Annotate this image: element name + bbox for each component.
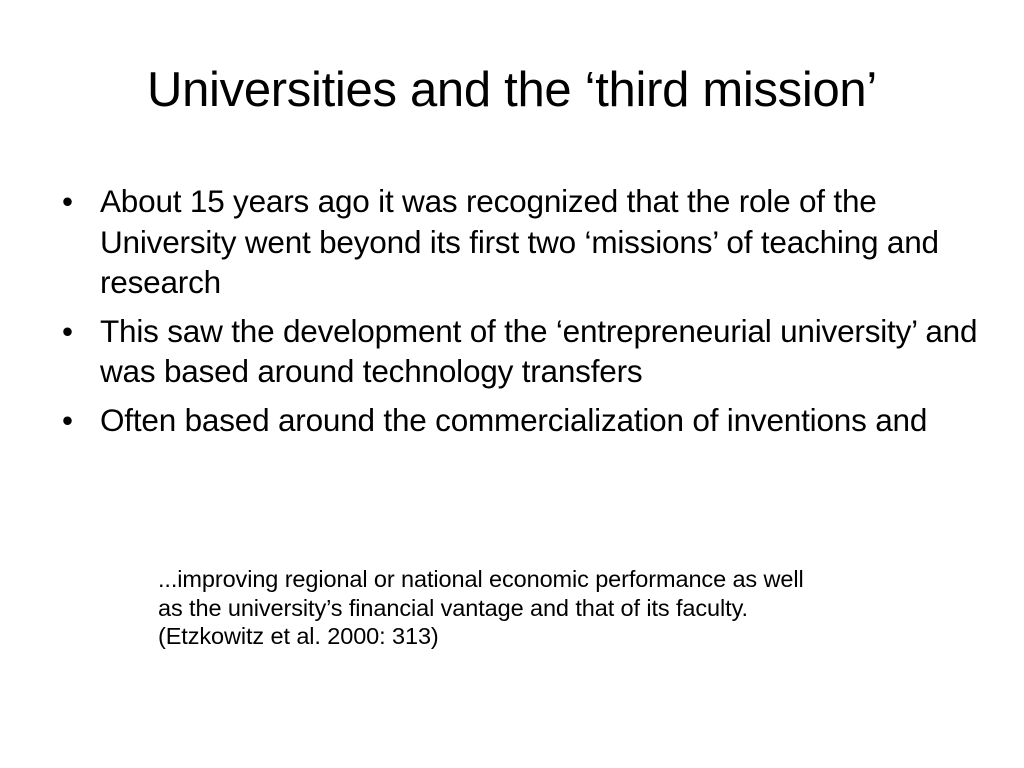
bullet-marker: • xyxy=(62,183,73,219)
bullet-list xyxy=(62,181,982,448)
bullet-text: This saw the development of the ‘entrepreneurial university’ and was based around technology transfers xyxy=(100,312,978,389)
bullet-marker: • xyxy=(62,401,73,438)
bullet-text: Often based around the commercialization of inventions and xyxy=(100,401,928,438)
bullet-text: About 15 years ago it was recognized that the role of the University went beyond its first two ‘missions’ of teaching and research xyxy=(100,183,939,300)
block-quote xyxy=(158,565,978,651)
quote-line: as the university’s financial vantage and that of its faculty. xyxy=(158,594,748,621)
bullet-item xyxy=(62,400,982,441)
bullet-item xyxy=(62,311,982,392)
slide-title: Universities and the ‘third mission’ xyxy=(147,63,877,117)
quote-citation: (Etzkowitz et al. 2000: 313) xyxy=(158,623,439,649)
bullet-item xyxy=(62,181,982,303)
quote-line: ...improving regional or national economic performance as well xyxy=(158,566,804,592)
bullet-marker: • xyxy=(62,312,73,349)
